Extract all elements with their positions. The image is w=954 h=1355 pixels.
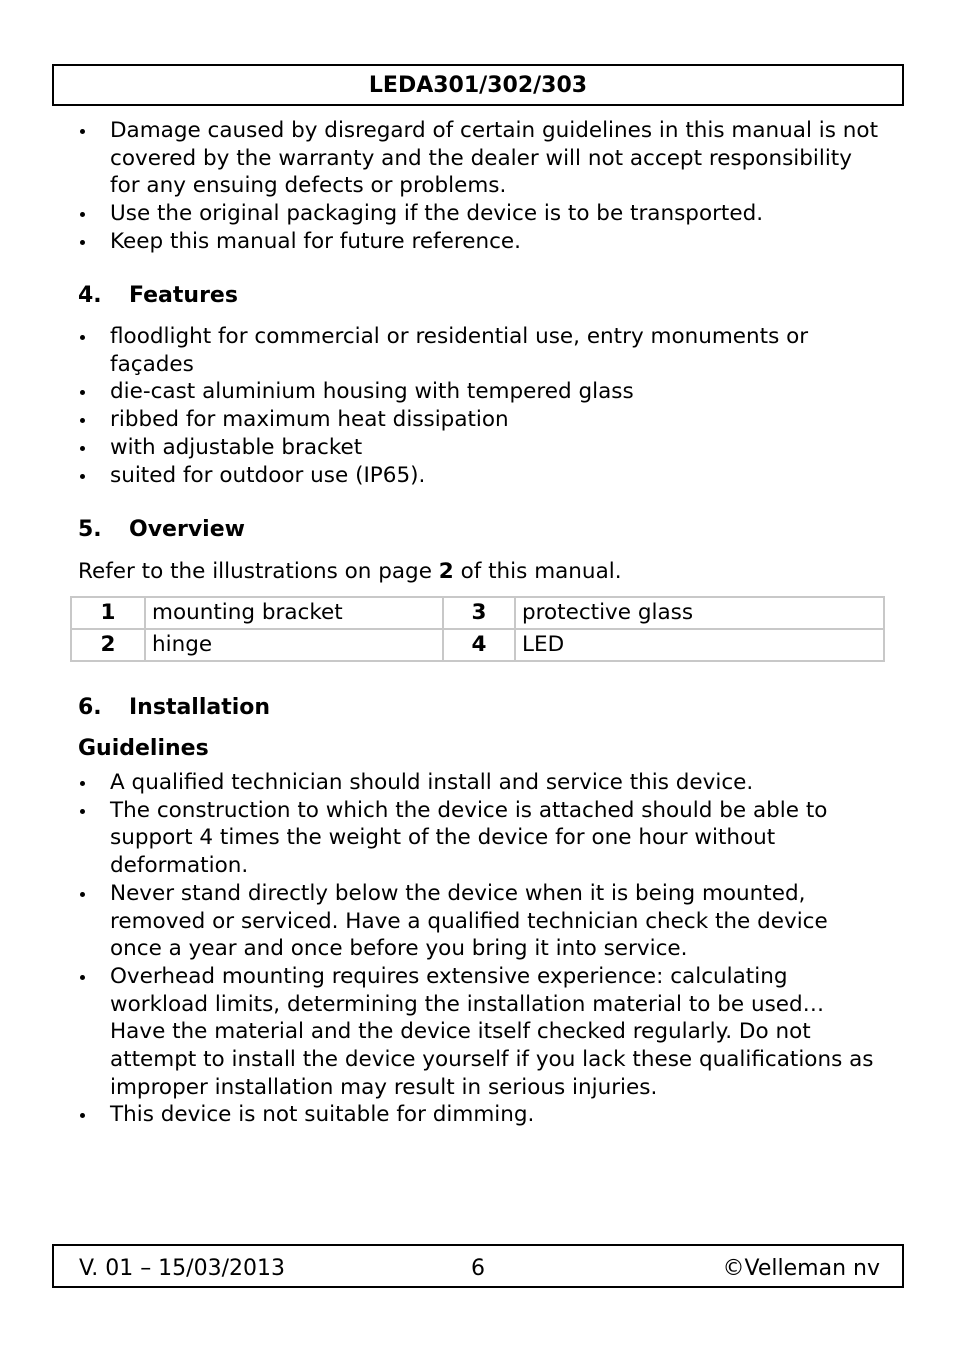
section-title: Overview: [129, 517, 245, 542]
list-item: Never stand directly below the device when it is being mounted, removed or serviced. Have a qualified technician check the device once a year and once before you bring it into service.: [78, 880, 878, 963]
list-item: Damage caused by disregard of certain guidelines in this manual is not covered by the warranty and the dealer will not accept responsibility for any ensuing defects or problems.: [78, 117, 878, 200]
bullet-icon: [80, 335, 85, 340]
section-title: Features: [129, 283, 238, 308]
list-item: floodlight for commercial or residential use, entry monuments or façades: [78, 323, 878, 378]
list-item: The construction to which the device is attached should be able to support 4 times the weight of the device for one hour without deformation.: [78, 797, 878, 880]
bullet-icon: [80, 446, 85, 451]
bullet-icon: [80, 418, 85, 423]
copyright: ©Velleman nv: [722, 1256, 880, 1281]
table-cell: protective glass: [515, 597, 884, 629]
version-date: V. 01 – 15/03/2013: [79, 1256, 285, 1281]
bullet-icon: [80, 1113, 85, 1118]
intro-list: [78, 117, 878, 256]
table-cell: 4: [443, 629, 515, 661]
section-number: 6.: [78, 695, 102, 720]
section-title: Installation: [129, 695, 271, 720]
overview-text: Refer to the illustrations on page 2 of this manual.: [78, 559, 622, 584]
list-item: Keep this manual for future reference.: [78, 228, 878, 256]
table-cell: 2: [71, 629, 145, 661]
bullet-icon: [80, 474, 85, 479]
bullet-icon: [80, 975, 85, 980]
page-footer: [52, 1244, 904, 1288]
guidelines-list: [78, 769, 878, 1129]
bullet-icon: [80, 129, 85, 134]
features-list: [78, 323, 878, 489]
section-number: 5.: [78, 517, 102, 542]
list-item: suited for outdoor use (IP65).: [78, 462, 878, 490]
table-row: [71, 629, 884, 661]
table-cell: hinge: [145, 629, 443, 661]
list-item: Overhead mounting requires extensive experience: calculating workload limits, determining the installation material to be used… Have the material and the device itself checked regularly. Do not attempt to install the device yourself if you lack these qualifications as improper installation may result in serious injuries.: [78, 963, 878, 1102]
bullet-icon: [80, 240, 85, 245]
list-item: A qualified technician should install and service this device.: [78, 769, 878, 797]
guidelines-subheading: Guidelines: [78, 736, 209, 761]
table-cell: 3: [443, 597, 515, 629]
list-item: Use the original packaging if the device is to be transported.: [78, 200, 878, 228]
list-item: die-cast aluminium housing with tempered glass: [78, 378, 878, 406]
page-header: [52, 64, 904, 106]
features-heading: [78, 282, 238, 310]
page-number: 6: [471, 1256, 485, 1281]
table-cell: 1: [71, 597, 145, 629]
table-row: [71, 597, 884, 629]
installation-heading: [78, 694, 270, 722]
list-item: ribbed for maximum heat dissipation: [78, 406, 878, 434]
overview-heading: [78, 516, 245, 544]
list-item: This device is not suitable for dimming.: [78, 1101, 878, 1129]
bullet-icon: [80, 892, 85, 897]
list-item: with adjustable bracket: [78, 434, 878, 462]
bullet-icon: [80, 390, 85, 395]
section-number: 4.: [78, 283, 102, 308]
overview-table: [70, 596, 885, 662]
bullet-icon: [80, 809, 85, 814]
header-title: LEDA301/302/303: [368, 73, 588, 98]
table-cell: LED: [515, 629, 884, 661]
bullet-icon: [80, 212, 85, 217]
table-cell: mounting bracket: [145, 597, 443, 629]
bullet-icon: [80, 781, 85, 786]
